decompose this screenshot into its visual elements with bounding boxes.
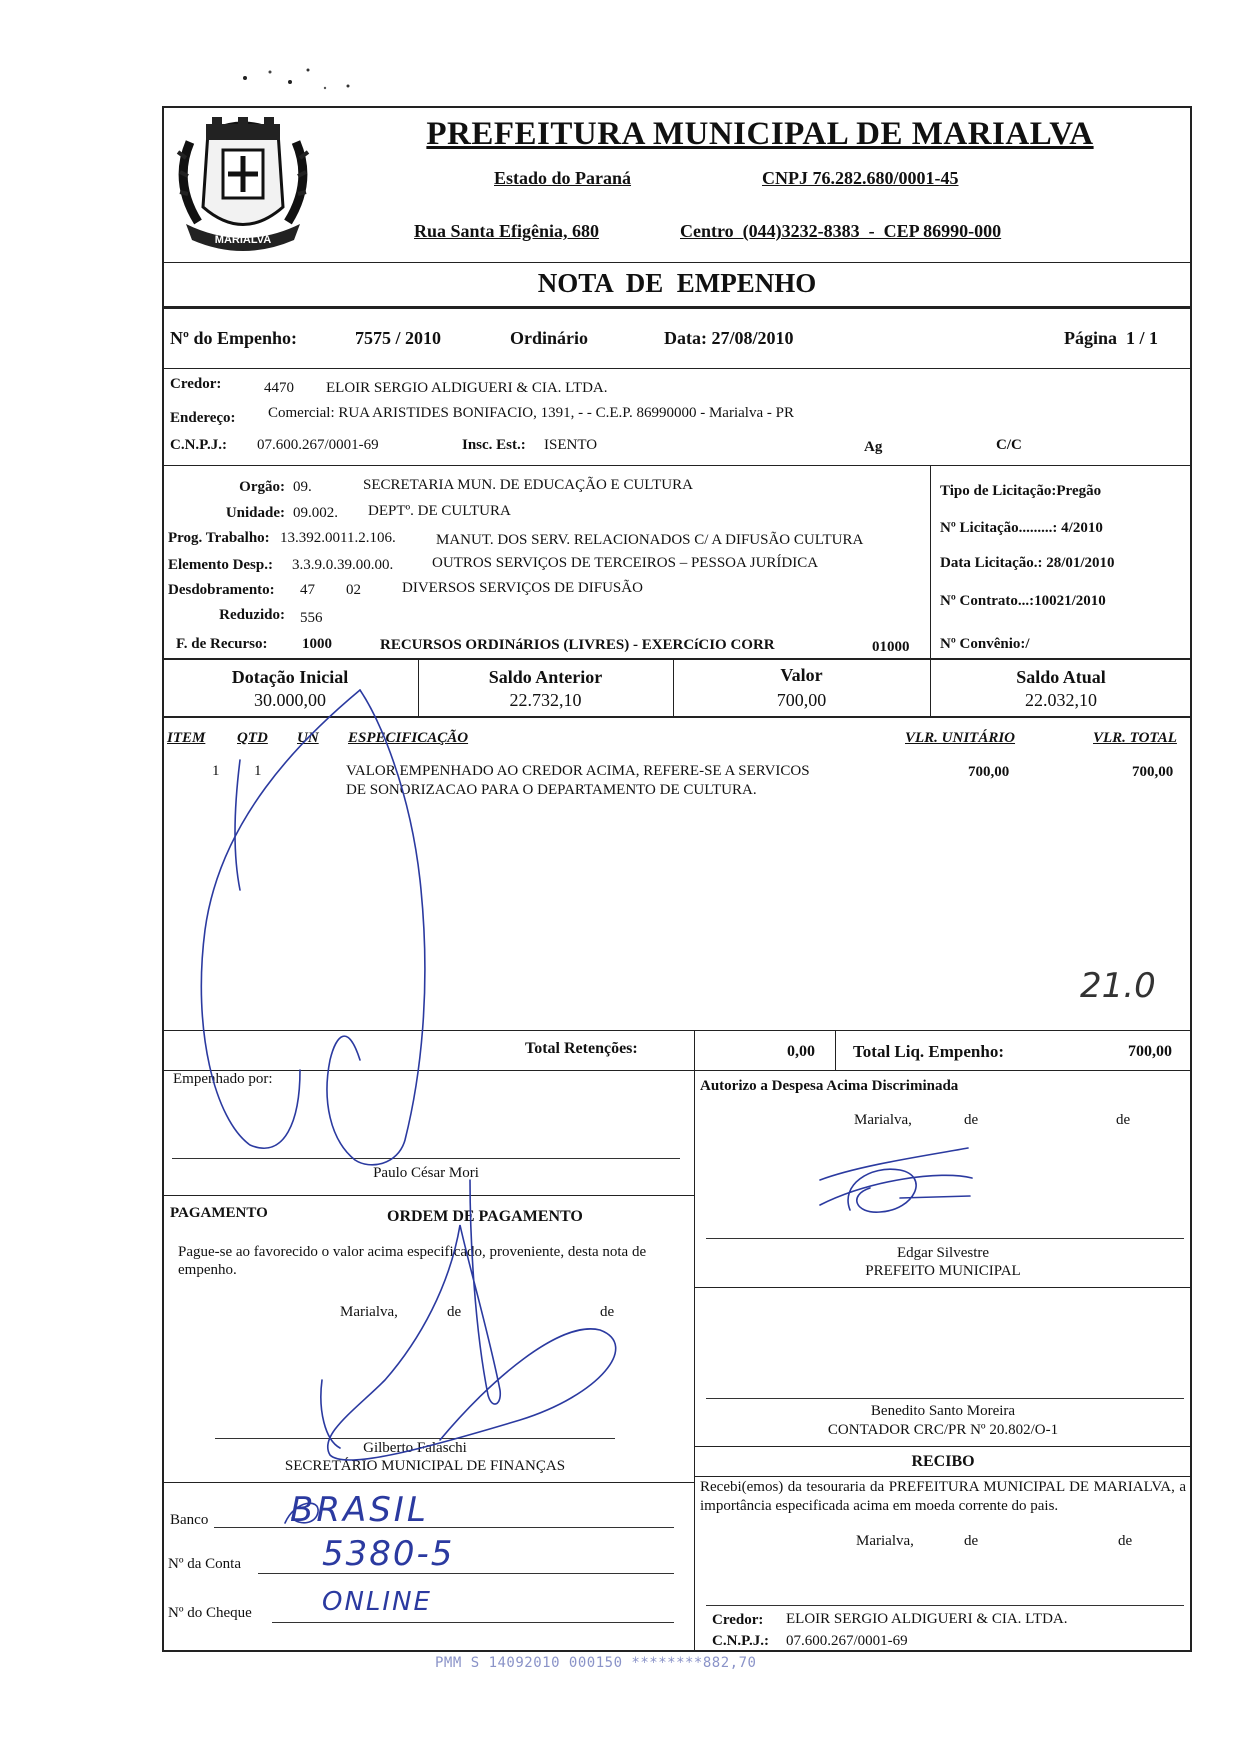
recibo-de1: de [964,1533,979,1549]
recurso-code: 1000 [302,636,332,652]
autorizo-title: Autorizo a Despesa Acima Discriminada [700,1078,959,1094]
elemento-code: 3.3.9.0.39.00.00. [292,557,394,573]
saldo-anterior-label: Saldo Anterior [488,667,603,687]
autorizo-signer: Edgar Silvestre [896,1245,990,1261]
recurso-code2: 01000 [872,639,910,655]
banco-label: Banco [170,1512,209,1528]
total-retencoes-value: 0,00 [787,1043,815,1060]
pagamento-de2: de [600,1304,615,1320]
licitacao-tipo: Tipo de Licitação:Pregão [940,483,1102,499]
total-liq-label: Total Liq. Empenho: [853,1042,1004,1061]
autorizo-de1: de [964,1112,979,1128]
pagamento-de1: de [447,1304,462,1320]
recibo-de2: de [1118,1533,1133,1549]
handwritten-mark: 21.0 [1080,966,1156,1006]
desdobramento-code1: 47 [300,582,315,598]
convenio-numero: Nº Convênio:/ [940,636,1030,652]
banco-value[interactable]: BRASIL [290,1490,429,1530]
saldo-atual-value: 22.032,10 [1025,690,1097,710]
desdobramento-label: Desdobramento: [168,582,275,598]
orgao-desc: SECRETARIA MUN. DE EDUCAÇÃO E CULTURA [363,477,693,493]
total-retencoes-label: Total Retenções: [525,1040,638,1057]
autorizo-de2: de [1116,1112,1131,1128]
recibo-cnpj-value: 07.600.267/0001-69 [786,1633,908,1649]
contrato-numero: Nº Contrato...:10021/2010 [940,593,1106,609]
valor-label: Valor [780,665,823,685]
item-vlr-total: 700,00 [1132,764,1174,780]
pagamento-city: Marialva, [340,1304,398,1320]
conta-label: Nº da Conta [168,1556,241,1572]
contador-signer: Benedito Santo Moreira [870,1403,1016,1419]
credor-code: 4470 [264,380,294,396]
insc-label: Insc. Est.: [462,437,526,453]
saldo-anterior-value: 22.732,10 [509,690,582,710]
recibo-city: Marialva, [856,1533,914,1549]
cnpj-value: 07.600.267/0001-69 [257,437,379,453]
autorizo-role: PREFEITO MUNICIPAL [865,1263,1021,1279]
empenhado-signer: Paulo César Mori [373,1165,479,1181]
licitacao-numero: Nº Licitação.........: 4/2010 [940,520,1103,536]
valor-value: 700,00 [776,690,827,710]
autorizo-city: Marialva, [854,1112,912,1128]
col-vlr-total: VLR. TOTAL [1093,730,1177,746]
processing-stamp: PMM S 14092010 000150 ********882,70 [435,1655,757,1671]
recibo-title: RECIBO [911,1453,975,1470]
prog-desc: MANUT. DOS SERV. RELACIONADOS C/ A DIFUSÃO CULTURA [436,532,864,548]
cheque-label: Nº do Cheque [168,1605,252,1621]
saldo-atual-label: Saldo Atual [1016,667,1106,687]
scan-specks [230,60,380,110]
header-address: Rua Santa Efigênia, 680 [414,221,600,241]
prog-label: Prog. Trabalho: [168,530,270,546]
cheque-value[interactable]: ONLINE [322,1587,432,1617]
header-contact: Centro (044)3232-8383 - CEP 86990-000 [680,221,1002,241]
ag-label: Ag [864,439,883,455]
header-title: PREFEITURA MUNICIPAL DE MARIALVA [426,116,1094,152]
credor-name: ELOIR SERGIO ALDIGUERI & CIA. LTDA. [326,380,608,396]
pagamento-text: Pague-se ao favorecido o valor acima especificado, proveniente, desta nota de empenho. [178,1244,647,1278]
cnpj-label: C.N.P.J.: [170,437,227,453]
desdobramento-desc: DIVERSOS SERVIÇOS DE DIFUSÃO [402,580,643,596]
pagamento-label: PAGAMENTO [170,1205,268,1221]
empenho-number: 7575 / 2010 [355,328,442,348]
col-qtd: QTD [237,730,268,746]
endereco-value: Comercial: RUA ARISTIDES BONIFACIO, 1391, - - C.E.P. 86990000 - Marialva - PR [268,405,794,421]
empenho-date: Data: 27/08/2010 [664,328,794,348]
item-espec-line1: VALOR EMPENHADO AO CREDOR ACIMA, REFERE-SE A SERVICOS [346,763,810,779]
orgao-code: 09. [293,479,312,495]
dotacao-inicial-value: 30.000,00 [254,690,326,710]
insc-value: ISENTO [544,437,598,453]
contador-role: CONTADOR CRC/PR Nº 20.802/O-1 [827,1422,1059,1438]
ordem-pagamento-title: ORDEM DE PAGAMENTO [387,1208,583,1225]
svg-text:MARIALVA: MARIALVA [214,234,272,246]
col-item: ITEM [167,730,206,746]
col-vlr-unitario: VLR. UNITÁRIO [905,730,1016,746]
col-un: UN [297,730,319,746]
desdobramento-code2: 02 [346,582,361,598]
prog-code: 13.392.0011.2.106. [280,530,396,546]
recibo-cnpj-label: C.N.P.J.: [712,1633,769,1649]
reduzido-value: 556 [300,610,323,626]
item-espec-line2: DE SONORIZACAO PARA O DEPARTAMENTO DE CULTURA. [346,782,757,798]
total-liq-value: 700,00 [1128,1043,1172,1060]
recurso-label: F. de Recurso: [176,636,268,652]
empenho-type: Ordinário [510,328,589,348]
elemento-label: Elemento Desp.: [168,557,273,573]
coat-of-arms-logo [168,112,318,260]
elemento-desc: OUTROS SERVIÇOS DE TERCEIROS – PESSOA JURÍDICA [432,555,819,571]
col-especificacao: ESPECIFICAÇÃO [348,730,469,746]
endereco-label: Endereço: [170,410,236,426]
item-number: 1 [212,763,220,779]
conta-value[interactable]: 5380-5 [322,1534,455,1574]
unidade-code: 09.002. [293,505,338,521]
credor-label: Credor: [170,376,222,392]
reduzido-label: Reduzido: [219,607,285,623]
empenho-label: Nº do Empenho: [170,328,297,348]
pagamento-signer: Gilberto Falaschi [363,1440,467,1456]
header-cnpj: CNPJ 76.282.680/0001-45 [762,168,959,188]
item-vlr-unitario: 700,00 [968,764,1010,780]
recibo-text: Recebi(emos) da tesouraria da PREFEITURA MUNICIPAL DE MARIALVA, a importância especificada acima em moeda corrente do pais. [700,1479,1186,1514]
item-qtd: 1 [254,763,262,779]
recurso-desc: RECURSOS ORDINáRIOS (LIVRES) - EXERCíCIO CORR [380,637,775,653]
orgao-label: Orgão: [239,479,285,495]
pagamento-role: SECRETÁRIO MUNICIPAL DE FINANÇAS [284,1458,566,1474]
document-title: NOTA DE EMPENHO [537,268,817,298]
recibo-credor-value: ELOIR SERGIO ALDIGUERI & CIA. LTDA. [786,1611,1068,1627]
header-state: Estado do Paraná [494,168,632,188]
unidade-desc: DEPTº. DE CULTURA [368,503,511,519]
page-number: Página 1 / 1 [1064,328,1159,348]
licitacao-data: Data Licitação.: 28/01/2010 [940,555,1115,571]
unidade-label: Unidade: [225,505,285,521]
dotacao-inicial-label: Dotação Inicial [231,667,349,687]
cc-label: C/C [996,437,1022,453]
empenhado-label: Empenhado por: [173,1071,273,1087]
recibo-credor-label: Credor: [712,1612,764,1628]
